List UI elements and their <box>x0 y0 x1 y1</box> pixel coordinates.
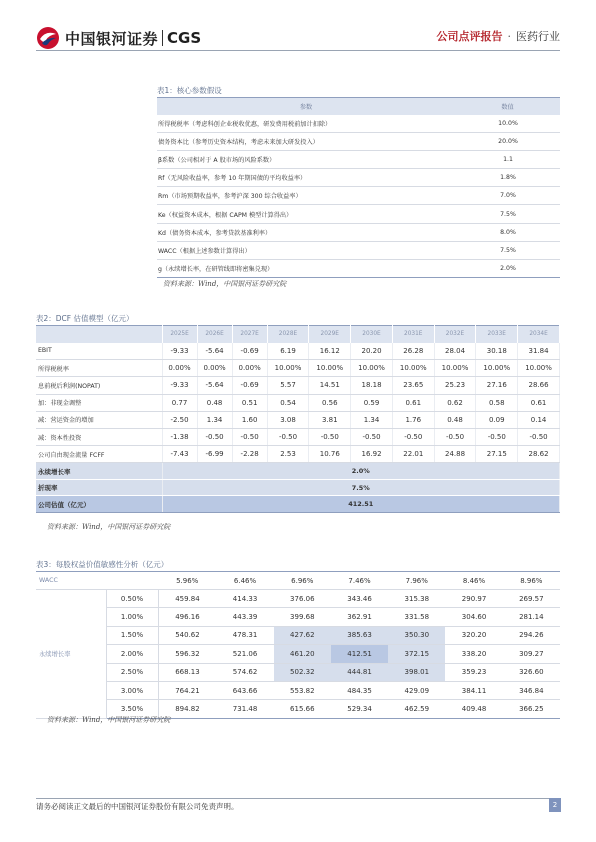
value-cell: 359.23 <box>445 663 502 681</box>
param-cell: β系数（公司相对于 A 股市场的风险系数） <box>157 151 455 169</box>
value-cell: -0.50 <box>309 428 351 445</box>
table3-caption: 表3：每股权益价值敏感性分析（亿元） <box>36 560 169 569</box>
table-row <box>36 681 560 699</box>
value-cell: 16.92 <box>351 446 393 463</box>
value-cell: 0.61 <box>518 394 560 411</box>
footer-divider <box>36 798 560 799</box>
wacc-header: 6.96% <box>274 572 331 590</box>
param-cell: Rm（市场预期收益率，参考沪深 300 综合收益率） <box>157 187 455 205</box>
value-cell: 10.76 <box>309 446 351 463</box>
column-header: 数值 <box>455 98 560 115</box>
value-cell: 304.60 <box>445 608 502 626</box>
value-cell: 462.59 <box>388 700 445 718</box>
row-label: 息前税后利润(NOPAT) <box>36 377 162 394</box>
growth-rate-label: 1.00% <box>106 608 158 626</box>
value-cell: 10.00% <box>267 360 309 377</box>
value-cell: 2.0% <box>455 259 560 277</box>
value-cell: 338.20 <box>445 645 502 663</box>
value-cell: 372.15 <box>388 645 445 663</box>
value-cell: -0.50 <box>197 428 232 445</box>
value-cell: 0.09 <box>476 411 518 428</box>
logo-english-name: CGS <box>167 29 202 47</box>
page-number: 2 <box>549 798 561 812</box>
value-cell: 1.60 <box>232 411 267 428</box>
growth-rate-label: 2.00% <box>106 645 158 663</box>
value-cell: 28.04 <box>434 343 476 360</box>
value-cell: 269.57 <box>503 590 560 608</box>
value-cell: 596.32 <box>158 645 216 663</box>
param-cell: 债务资本比（参考历史资本结构，考虑未来加大研发投入） <box>157 133 455 151</box>
param-cell: WACC（根据上述参数计算得出） <box>157 241 455 259</box>
row-label: 公司自由现金流量 FCFF <box>36 446 162 463</box>
value-cell: 2.53 <box>267 446 309 463</box>
value-cell: 1.34 <box>197 411 232 428</box>
table-header-row <box>36 326 560 343</box>
value-cell: 7.5% <box>455 241 560 259</box>
value-cell: 894.82 <box>158 700 216 718</box>
value-cell: 10.00% <box>518 360 560 377</box>
value-cell: 643.66 <box>216 681 273 699</box>
growth-axis-label: 永续增长率 <box>36 590 106 719</box>
table1-caption: 表1：核心参数假设 <box>157 86 222 95</box>
row-label: 减：资本性投资 <box>36 428 162 445</box>
table-row <box>36 608 560 626</box>
value-cell: 0.54 <box>267 394 309 411</box>
wacc-header: 6.46% <box>216 572 273 590</box>
row-label: 所得税税率 <box>36 360 162 377</box>
table-row <box>36 428 560 445</box>
table-row <box>157 241 560 259</box>
value-cell: 0.51 <box>232 394 267 411</box>
value-cell: 668.13 <box>158 663 216 681</box>
growth-rate-label: 1.50% <box>106 626 158 644</box>
value-cell: 1.76 <box>392 411 434 428</box>
value-cell: -7.43 <box>162 446 197 463</box>
value-cell: 290.97 <box>445 590 502 608</box>
value-cell: -1.38 <box>162 428 197 445</box>
value-cell: 409.48 <box>445 700 502 718</box>
growth-rate-label: 3.50% <box>106 700 158 718</box>
value-cell: 25.23 <box>434 377 476 394</box>
value-cell: 615.66 <box>274 700 331 718</box>
row-label: 加：非现金调整 <box>36 394 162 411</box>
value-cell: -0.50 <box>434 428 476 445</box>
value-cell: 0.77 <box>162 394 197 411</box>
value-cell: 540.62 <box>158 626 216 644</box>
table-row <box>36 590 560 608</box>
value-cell: -0.50 <box>267 428 309 445</box>
value-cell: 6.19 <box>267 343 309 360</box>
value-cell: -0.50 <box>518 428 560 445</box>
value-cell: 10.0% <box>455 115 560 133</box>
table-row <box>36 446 560 463</box>
value-cell: -5.64 <box>197 377 232 394</box>
industry-label: 医药行业 <box>516 30 560 43</box>
table-row <box>36 411 560 428</box>
year-header: 2034E <box>518 326 560 343</box>
value-cell: -0.50 <box>232 428 267 445</box>
value-cell: 24.88 <box>434 446 476 463</box>
value-cell: 398.01 <box>388 663 445 681</box>
value-cell: 20.20 <box>351 343 393 360</box>
value-cell: 294.26 <box>503 626 560 644</box>
value-cell: 764.21 <box>158 681 216 699</box>
table-header-row <box>36 572 560 590</box>
value-cell: 376.06 <box>274 590 331 608</box>
value-cell: -0.50 <box>476 428 518 445</box>
value-cell: 478.31 <box>216 626 273 644</box>
year-header: 2033E <box>476 326 518 343</box>
row-label: 减：营运资金的增加 <box>36 411 162 428</box>
summary-value: 7.5% <box>162 479 560 496</box>
value-cell: -6.99 <box>197 446 232 463</box>
value-cell: 31.84 <box>518 343 560 360</box>
value-cell: 309.27 <box>503 645 560 663</box>
value-cell: 10.00% <box>309 360 351 377</box>
value-cell: 362.91 <box>331 608 388 626</box>
year-header: 2030E <box>351 326 393 343</box>
header-separator: · <box>507 30 511 43</box>
value-cell: 1.1 <box>455 151 560 169</box>
value-cell: 26.28 <box>392 343 434 360</box>
wacc-header: 5.96% <box>158 572 216 590</box>
value-cell: 0.61 <box>392 394 434 411</box>
value-cell: 502.32 <box>274 663 331 681</box>
table-row <box>157 259 560 277</box>
param-cell: Ke（权益资本成本，根据 CAPM 模型计算得出） <box>157 205 455 223</box>
table-row <box>157 133 560 151</box>
value-cell: 459.84 <box>158 590 216 608</box>
value-cell: -9.33 <box>162 343 197 360</box>
table-row <box>157 187 560 205</box>
wacc-header: 7.96% <box>388 572 445 590</box>
value-cell: 731.48 <box>216 700 273 718</box>
value-cell: 5.57 <box>267 377 309 394</box>
year-header: 2026E <box>197 326 232 343</box>
value-cell: 326.60 <box>503 663 560 681</box>
value-cell: 521.06 <box>216 645 273 663</box>
value-cell: 0.48 <box>197 394 232 411</box>
value-cell: 414.33 <box>216 590 273 608</box>
summary-label: 公司估值（亿元） <box>36 496 162 513</box>
param-cell: 所得税税率（考虑科创企业税收优惠，研发费用税前加计扣除） <box>157 115 455 133</box>
table-row <box>157 115 560 133</box>
value-cell: 10.00% <box>434 360 476 377</box>
value-cell: 3.81 <box>309 411 351 428</box>
value-cell: -0.69 <box>232 343 267 360</box>
table-row <box>157 151 560 169</box>
value-cell: 0.00% <box>232 360 267 377</box>
table-row <box>157 169 560 187</box>
table2-source: 资料来源：Wind，中国银河证券研究院 <box>47 523 171 531</box>
value-cell: 320.20 <box>445 626 502 644</box>
value-cell: 16.12 <box>309 343 351 360</box>
table3-source: 资料来源：Wind，中国银河证券研究院 <box>47 716 171 724</box>
value-cell: 553.82 <box>274 681 331 699</box>
header-divider <box>36 50 560 51</box>
year-header: 2028E <box>267 326 309 343</box>
value-cell: 529.34 <box>331 700 388 718</box>
column-header-blank <box>36 326 162 343</box>
summary-value: 2.0% <box>162 463 560 480</box>
sensitivity-analysis-table <box>36 571 560 719</box>
value-cell: -0.50 <box>392 428 434 445</box>
value-cell: 27.16 <box>476 377 518 394</box>
growth-rate-label: 3.00% <box>106 681 158 699</box>
value-cell: 0.00% <box>197 360 232 377</box>
logo-divider <box>162 30 163 46</box>
wacc-header: 8.96% <box>503 572 560 590</box>
value-cell: 484.35 <box>331 681 388 699</box>
column-header: 参数 <box>157 98 455 115</box>
cgs-logo-icon <box>36 26 60 50</box>
value-cell: 331.58 <box>388 608 445 626</box>
logo-chinese-name: 中国银河证券 <box>65 29 159 48</box>
table-row <box>157 223 560 241</box>
value-cell: 0.56 <box>309 394 351 411</box>
row-label: EBIT <box>36 343 162 360</box>
growth-rate-label: 0.50% <box>106 590 158 608</box>
wacc-axis-label: WACC <box>36 572 158 590</box>
table-row <box>36 343 560 360</box>
value-cell: 0.00% <box>162 360 197 377</box>
value-cell: 0.59 <box>351 394 393 411</box>
param-cell: g（永续增长率，在研管线即将密集兑现） <box>157 259 455 277</box>
table2-caption: 表2：DCF 估值模型（亿元） <box>36 314 134 323</box>
value-cell: 0.48 <box>434 411 476 428</box>
summary-label: 折现率 <box>36 479 162 496</box>
report-type: 公司点评报告 <box>436 30 503 43</box>
param-cell: Kd（债务资本成本，参考贷款基准利率） <box>157 223 455 241</box>
disclaimer-text: 请务必阅读正文最后的中国银河证券股份有限公司免责声明。 <box>36 802 239 811</box>
company-logo <box>36 26 201 50</box>
value-cell: 281.14 <box>503 608 560 626</box>
value-cell: -2.50 <box>162 411 197 428</box>
summary-label: 永续增长率 <box>36 463 162 480</box>
value-cell: 0.62 <box>434 394 476 411</box>
table-header-row <box>157 98 560 115</box>
value-cell: 346.84 <box>503 681 560 699</box>
core-assumptions-table <box>157 97 560 278</box>
value-cell: 28.66 <box>518 377 560 394</box>
table-row <box>36 626 560 644</box>
value-cell: -0.69 <box>232 377 267 394</box>
page-header <box>36 24 560 52</box>
value-cell: 343.46 <box>331 590 388 608</box>
table-row <box>36 360 560 377</box>
value-cell: 28.62 <box>518 446 560 463</box>
value-cell: -9.33 <box>162 377 197 394</box>
value-cell: 1.34 <box>351 411 393 428</box>
value-cell: 27.15 <box>476 446 518 463</box>
growth-rate-label: 2.50% <box>106 663 158 681</box>
summary-row <box>36 463 560 480</box>
value-cell: 23.65 <box>392 377 434 394</box>
value-cell: 8.0% <box>455 223 560 241</box>
value-cell: 444.81 <box>331 663 388 681</box>
table-row <box>157 205 560 223</box>
value-cell: 315.38 <box>388 590 445 608</box>
value-cell: 429.09 <box>388 681 445 699</box>
value-cell: 412.51 <box>331 645 388 663</box>
value-cell: 1.8% <box>455 169 560 187</box>
value-cell: -0.50 <box>351 428 393 445</box>
value-cell: 20.0% <box>455 133 560 151</box>
value-cell: 366.25 <box>503 700 560 718</box>
value-cell: 3.08 <box>267 411 309 428</box>
table-row <box>36 645 560 663</box>
value-cell: 10.00% <box>351 360 393 377</box>
param-cell: Rf（无风险收益率，参考 10 年期国债的平均收益率） <box>157 169 455 187</box>
value-cell: 18.18 <box>351 377 393 394</box>
table1-source: 资料来源：Wind，中国银河证券研究院 <box>163 280 287 288</box>
wacc-header: 7.46% <box>331 572 388 590</box>
value-cell: 496.16 <box>158 608 216 626</box>
year-header: 2029E <box>309 326 351 343</box>
value-cell: -2.28 <box>232 446 267 463</box>
year-header: 2031E <box>392 326 434 343</box>
wacc-header: 8.46% <box>445 572 502 590</box>
value-cell: -5.64 <box>197 343 232 360</box>
value-cell: 385.63 <box>331 626 388 644</box>
value-cell: 443.39 <box>216 608 273 626</box>
summary-row <box>36 479 560 496</box>
value-cell: 574.62 <box>216 663 273 681</box>
value-cell: 461.20 <box>274 645 331 663</box>
table-row <box>36 377 560 394</box>
value-cell: 399.68 <box>274 608 331 626</box>
year-header: 2025E <box>162 326 197 343</box>
summary-row <box>36 496 560 513</box>
value-cell: 14.51 <box>309 377 351 394</box>
value-cell: 350.30 <box>388 626 445 644</box>
value-cell: 0.58 <box>476 394 518 411</box>
value-cell: 7.0% <box>455 187 560 205</box>
summary-value: 412.51 <box>162 496 560 513</box>
value-cell: 384.11 <box>445 681 502 699</box>
table-row <box>36 394 560 411</box>
value-cell: 10.00% <box>476 360 518 377</box>
value-cell: 22.01 <box>392 446 434 463</box>
value-cell: 0.14 <box>518 411 560 428</box>
value-cell: 30.18 <box>476 343 518 360</box>
value-cell: 427.62 <box>274 626 331 644</box>
dcf-valuation-table <box>36 325 560 513</box>
table-row <box>36 663 560 681</box>
year-header: 2032E <box>434 326 476 343</box>
report-category <box>437 28 561 44</box>
value-cell: 7.5% <box>455 205 560 223</box>
year-header: 2027E <box>232 326 267 343</box>
value-cell: 10.00% <box>392 360 434 377</box>
